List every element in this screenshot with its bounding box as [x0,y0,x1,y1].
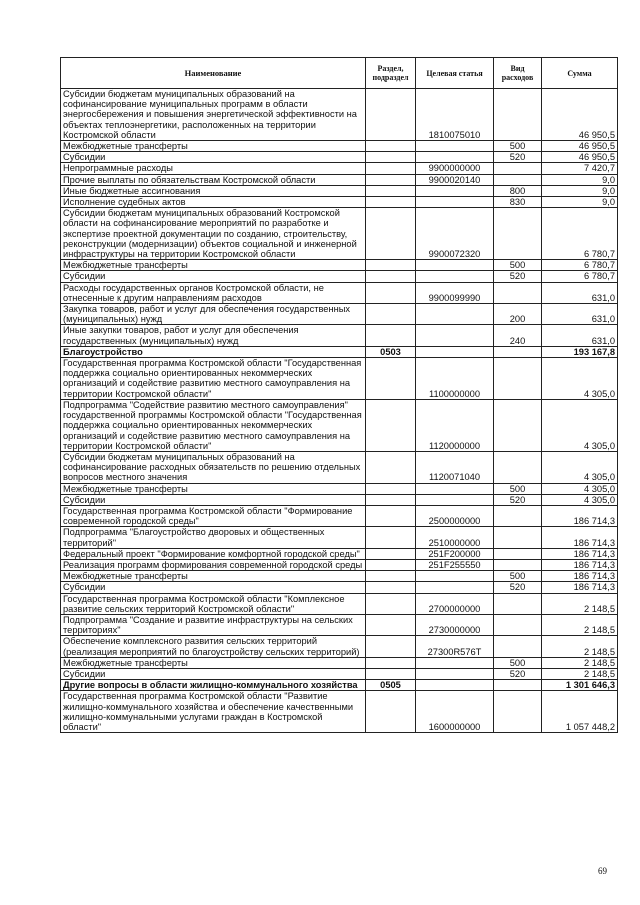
cell-section [366,668,416,679]
header-sum: Сумма [542,58,618,89]
cell-target: 2730000000 [416,614,494,635]
cell-sum: 9,0 [542,197,618,208]
cell-sum: 1 301 646,3 [542,680,618,691]
cell-target: 9900072320 [416,208,494,260]
cell-expense [494,548,542,559]
table-row [61,494,618,505]
table-row [61,152,618,163]
cell-target [416,197,494,208]
cell-expense: 520 [494,271,542,282]
table-row [61,593,618,614]
cell-sum: 46 950,5 [542,141,618,152]
header-expense: Вид расходов [494,58,542,89]
cell-target: 9900000000 [416,163,494,174]
cell-section [366,505,416,526]
cell-section [366,494,416,505]
cell-section [366,304,416,325]
cell-sum: 4 305,0 [542,399,618,451]
cell-target: 2510000000 [416,527,494,548]
cell-section [366,282,416,303]
cell-expense [494,451,542,483]
cell-section [366,399,416,451]
cell-target [416,304,494,325]
cell-target: 1810075010 [416,89,494,141]
cell-target: 1120071040 [416,451,494,483]
cell-expense: 520 [494,494,542,505]
table-row [61,141,618,152]
cell-name: Другие вопросы в области жилищно-коммунального хозяйства [61,680,366,691]
cell-target [416,582,494,593]
cell-section [366,152,416,163]
cell-name: Государственная программа Костромской области "Формирование современной городской среды" [61,505,366,526]
cell-target: 251F200000 [416,548,494,559]
cell-sum: 6 780,7 [542,271,618,282]
cell-section [366,358,416,400]
cell-target [416,346,494,357]
cell-expense: 500 [494,483,542,494]
cell-expense: 200 [494,304,542,325]
cell-expense [494,614,542,635]
header-name: Наименование [61,58,366,89]
cell-target [416,141,494,152]
table-row [61,571,618,582]
table-row [61,483,618,494]
cell-name: Субсидии бюджетам муниципальных образований на софинансирование муниципальных программ в области энергосбережения и повышения энергетической эффективности на объектах теплоэнергетики, расположенных на территории Костромской области [61,89,366,141]
table-row [61,691,618,733]
cell-sum: 4 305,0 [542,358,618,400]
cell-sum: 7 420,7 [542,163,618,174]
header-section: Раздел, подраздел [366,58,416,89]
cell-expense: 500 [494,260,542,271]
cell-name: Субсидии бюджетам муниципальных образований на софинансирование расходных обязательств по решению отдельных вопросов местного значения [61,451,366,483]
cell-target [416,152,494,163]
cell-section [366,571,416,582]
cell-name: Государственная программа Костромской области "Комплексное развитие сельских территорий Костромской области" [61,593,366,614]
cell-sum: 2 148,5 [542,668,618,679]
cell-target: 1100000000 [416,358,494,400]
cell-section [366,614,416,635]
cell-section [366,325,416,346]
cell-section [366,559,416,570]
cell-section [366,548,416,559]
cell-target [416,571,494,582]
cell-section [366,657,416,668]
cell-section [366,174,416,185]
table-row [61,282,618,303]
cell-sum: 6 780,7 [542,208,618,260]
cell-expense: 240 [494,325,542,346]
cell-name: Субсидии [61,582,366,593]
cell-target: 251F255550 [416,559,494,570]
table-row [61,559,618,570]
table-row [61,346,618,357]
cell-expense [494,505,542,526]
cell-sum: 46 950,5 [542,89,618,141]
cell-sum: 1 057 448,2 [542,691,618,733]
cell-expense [494,559,542,570]
budget-table [60,57,618,733]
table-row [61,197,618,208]
page-number: 69 [598,866,607,876]
cell-section [366,185,416,196]
cell-sum: 2 148,5 [542,614,618,635]
cell-target [416,260,494,271]
cell-expense: 520 [494,668,542,679]
cell-expense [494,358,542,400]
cell-section [366,691,416,733]
cell-name: Субсидии бюджетам муниципальных образований Костромской области на софинансирование мероприятий по разработке и экспертизе проектной документации по созданию, строительству, реконструкции (модернизации) объектов социальной и инженерной инфраструктуры на территории Костромской области [61,208,366,260]
cell-section [366,208,416,260]
cell-sum: 4 305,0 [542,483,618,494]
cell-target: 2700000000 [416,593,494,614]
table-row [61,163,618,174]
cell-name: Межбюджетные трансферты [61,657,366,668]
cell-target [416,185,494,196]
table-row [61,582,618,593]
cell-sum: 2 148,5 [542,657,618,668]
cell-name: Субсидии [61,271,366,282]
cell-name: Субсидии [61,494,366,505]
cell-name: Субсидии [61,152,366,163]
cell-target [416,271,494,282]
cell-target [416,657,494,668]
cell-sum: 186 714,3 [542,571,618,582]
cell-name: Иные бюджетные ассигнования [61,185,366,196]
cell-expense [494,174,542,185]
cell-expense [494,163,542,174]
cell-sum: 631,0 [542,304,618,325]
cell-section [366,141,416,152]
table-row [61,548,618,559]
cell-expense: 520 [494,152,542,163]
cell-sum: 9,0 [542,174,618,185]
cell-expense [494,208,542,260]
cell-expense [494,346,542,357]
cell-name: Реализация программ формирования современной городской среды [61,559,366,570]
cell-section [366,636,416,657]
cell-expense: 500 [494,571,542,582]
cell-expense [494,282,542,303]
cell-expense [494,527,542,548]
cell-name: Межбюджетные трансферты [61,141,366,152]
cell-target: 2500000000 [416,505,494,526]
cell-sum: 186 714,3 [542,505,618,526]
table-row [61,304,618,325]
cell-name: Государственная программа Костромской области "Развитие жилищно-коммунального хозяйства и обеспечение качественными жилищно-коммунальными услугами граждан в Костромской области" [61,691,366,733]
header-target: Целевая статья [416,58,494,89]
cell-name: Расходы государственных органов Костромской области, не отнесенные к другим направлениям расходов [61,282,366,303]
cell-target [416,680,494,691]
table-row [61,680,618,691]
table-row [61,527,618,548]
table-row [61,636,618,657]
cell-name: Исполнение судебных актов [61,197,366,208]
cell-sum: 631,0 [542,325,618,346]
cell-sum: 186 714,3 [542,559,618,570]
cell-expense [494,636,542,657]
table-body [61,89,618,733]
cell-sum: 186 714,3 [542,527,618,548]
table-row [61,668,618,679]
cell-section [366,89,416,141]
cell-section: 0503 [366,346,416,357]
cell-section [366,527,416,548]
cell-section [366,483,416,494]
cell-target: 9900020140 [416,174,494,185]
cell-target [416,494,494,505]
cell-name: Иные закупки товаров, работ и услуг для обеспечения государственных (муниципальных) нужд [61,325,366,346]
table-row [61,505,618,526]
cell-name: Государственная программа Костромской области "Государственная поддержка социально ориентированных некоммерческих организаций и содействие развитию местного самоуправления на территории Костромской области" [61,358,366,400]
cell-target: 27300R576T [416,636,494,657]
cell-name: Подпрограмма "Содействие развитию местного самоуправления" государственной программы Костромской области "Государственная поддержка социально ориентированных некоммерческих организаций и содействие развитию местного самоуправления на территории Костромской области" [61,399,366,451]
table-row [61,208,618,260]
cell-sum: 186 714,3 [542,548,618,559]
cell-name: Прочие выплаты по обязательствам Костромской области [61,174,366,185]
cell-sum: 631,0 [542,282,618,303]
cell-section [366,197,416,208]
table-row [61,399,618,451]
cell-expense [494,593,542,614]
cell-expense: 500 [494,657,542,668]
table-row [61,358,618,400]
cell-section [366,271,416,282]
cell-name: Благоустройство [61,346,366,357]
cell-sum: 6 780,7 [542,260,618,271]
table-row [61,271,618,282]
cell-name: Обеспечение комплексного развития сельских территорий (реализация мероприятий по благоустройству сельских территорий) [61,636,366,657]
table-row [61,260,618,271]
cell-section [366,451,416,483]
cell-sum: 2 148,5 [542,636,618,657]
cell-name: Федеральный проект "Формирование комфортной городской среды" [61,548,366,559]
cell-target [416,668,494,679]
cell-name: Межбюджетные трансферты [61,571,366,582]
table-row [61,89,618,141]
cell-target: 9900099990 [416,282,494,303]
cell-target: 1600000000 [416,691,494,733]
table-row [61,185,618,196]
cell-name: Субсидии [61,668,366,679]
cell-expense: 800 [494,185,542,196]
cell-expense [494,89,542,141]
cell-name: Подпрограмма "Создание и развитие инфраструктуры на сельских территориях" [61,614,366,635]
cell-name: Межбюджетные трансферты [61,483,366,494]
cell-expense: 830 [494,197,542,208]
cell-name: Межбюджетные трансферты [61,260,366,271]
cell-sum: 9,0 [542,185,618,196]
cell-section [366,593,416,614]
cell-expense: 520 [494,582,542,593]
cell-sum: 46 950,5 [542,152,618,163]
cell-sum: 193 167,8 [542,346,618,357]
cell-section [366,163,416,174]
table-row [61,174,618,185]
table-row [61,657,618,668]
table-row [61,614,618,635]
cell-expense: 500 [494,141,542,152]
cell-expense [494,691,542,733]
cell-section [366,260,416,271]
cell-expense [494,680,542,691]
cell-expense [494,399,542,451]
cell-sum: 4 305,0 [542,451,618,483]
cell-section [366,582,416,593]
cell-name: Закупка товаров, работ и услуг для обеспечения государственных (муниципальных) нужд [61,304,366,325]
cell-sum: 4 305,0 [542,494,618,505]
document-page [60,57,617,733]
table-header-row [61,58,618,89]
cell-target [416,325,494,346]
cell-target: 1120000000 [416,399,494,451]
table-row [61,451,618,483]
cell-name: Непрограммные расходы [61,163,366,174]
cell-target [416,483,494,494]
table-row [61,325,618,346]
cell-section: 0505 [366,680,416,691]
cell-sum: 2 148,5 [542,593,618,614]
cell-sum: 186 714,3 [542,582,618,593]
cell-name: Подпрограмма "Благоустройство дворовых и общественных территорий" [61,527,366,548]
